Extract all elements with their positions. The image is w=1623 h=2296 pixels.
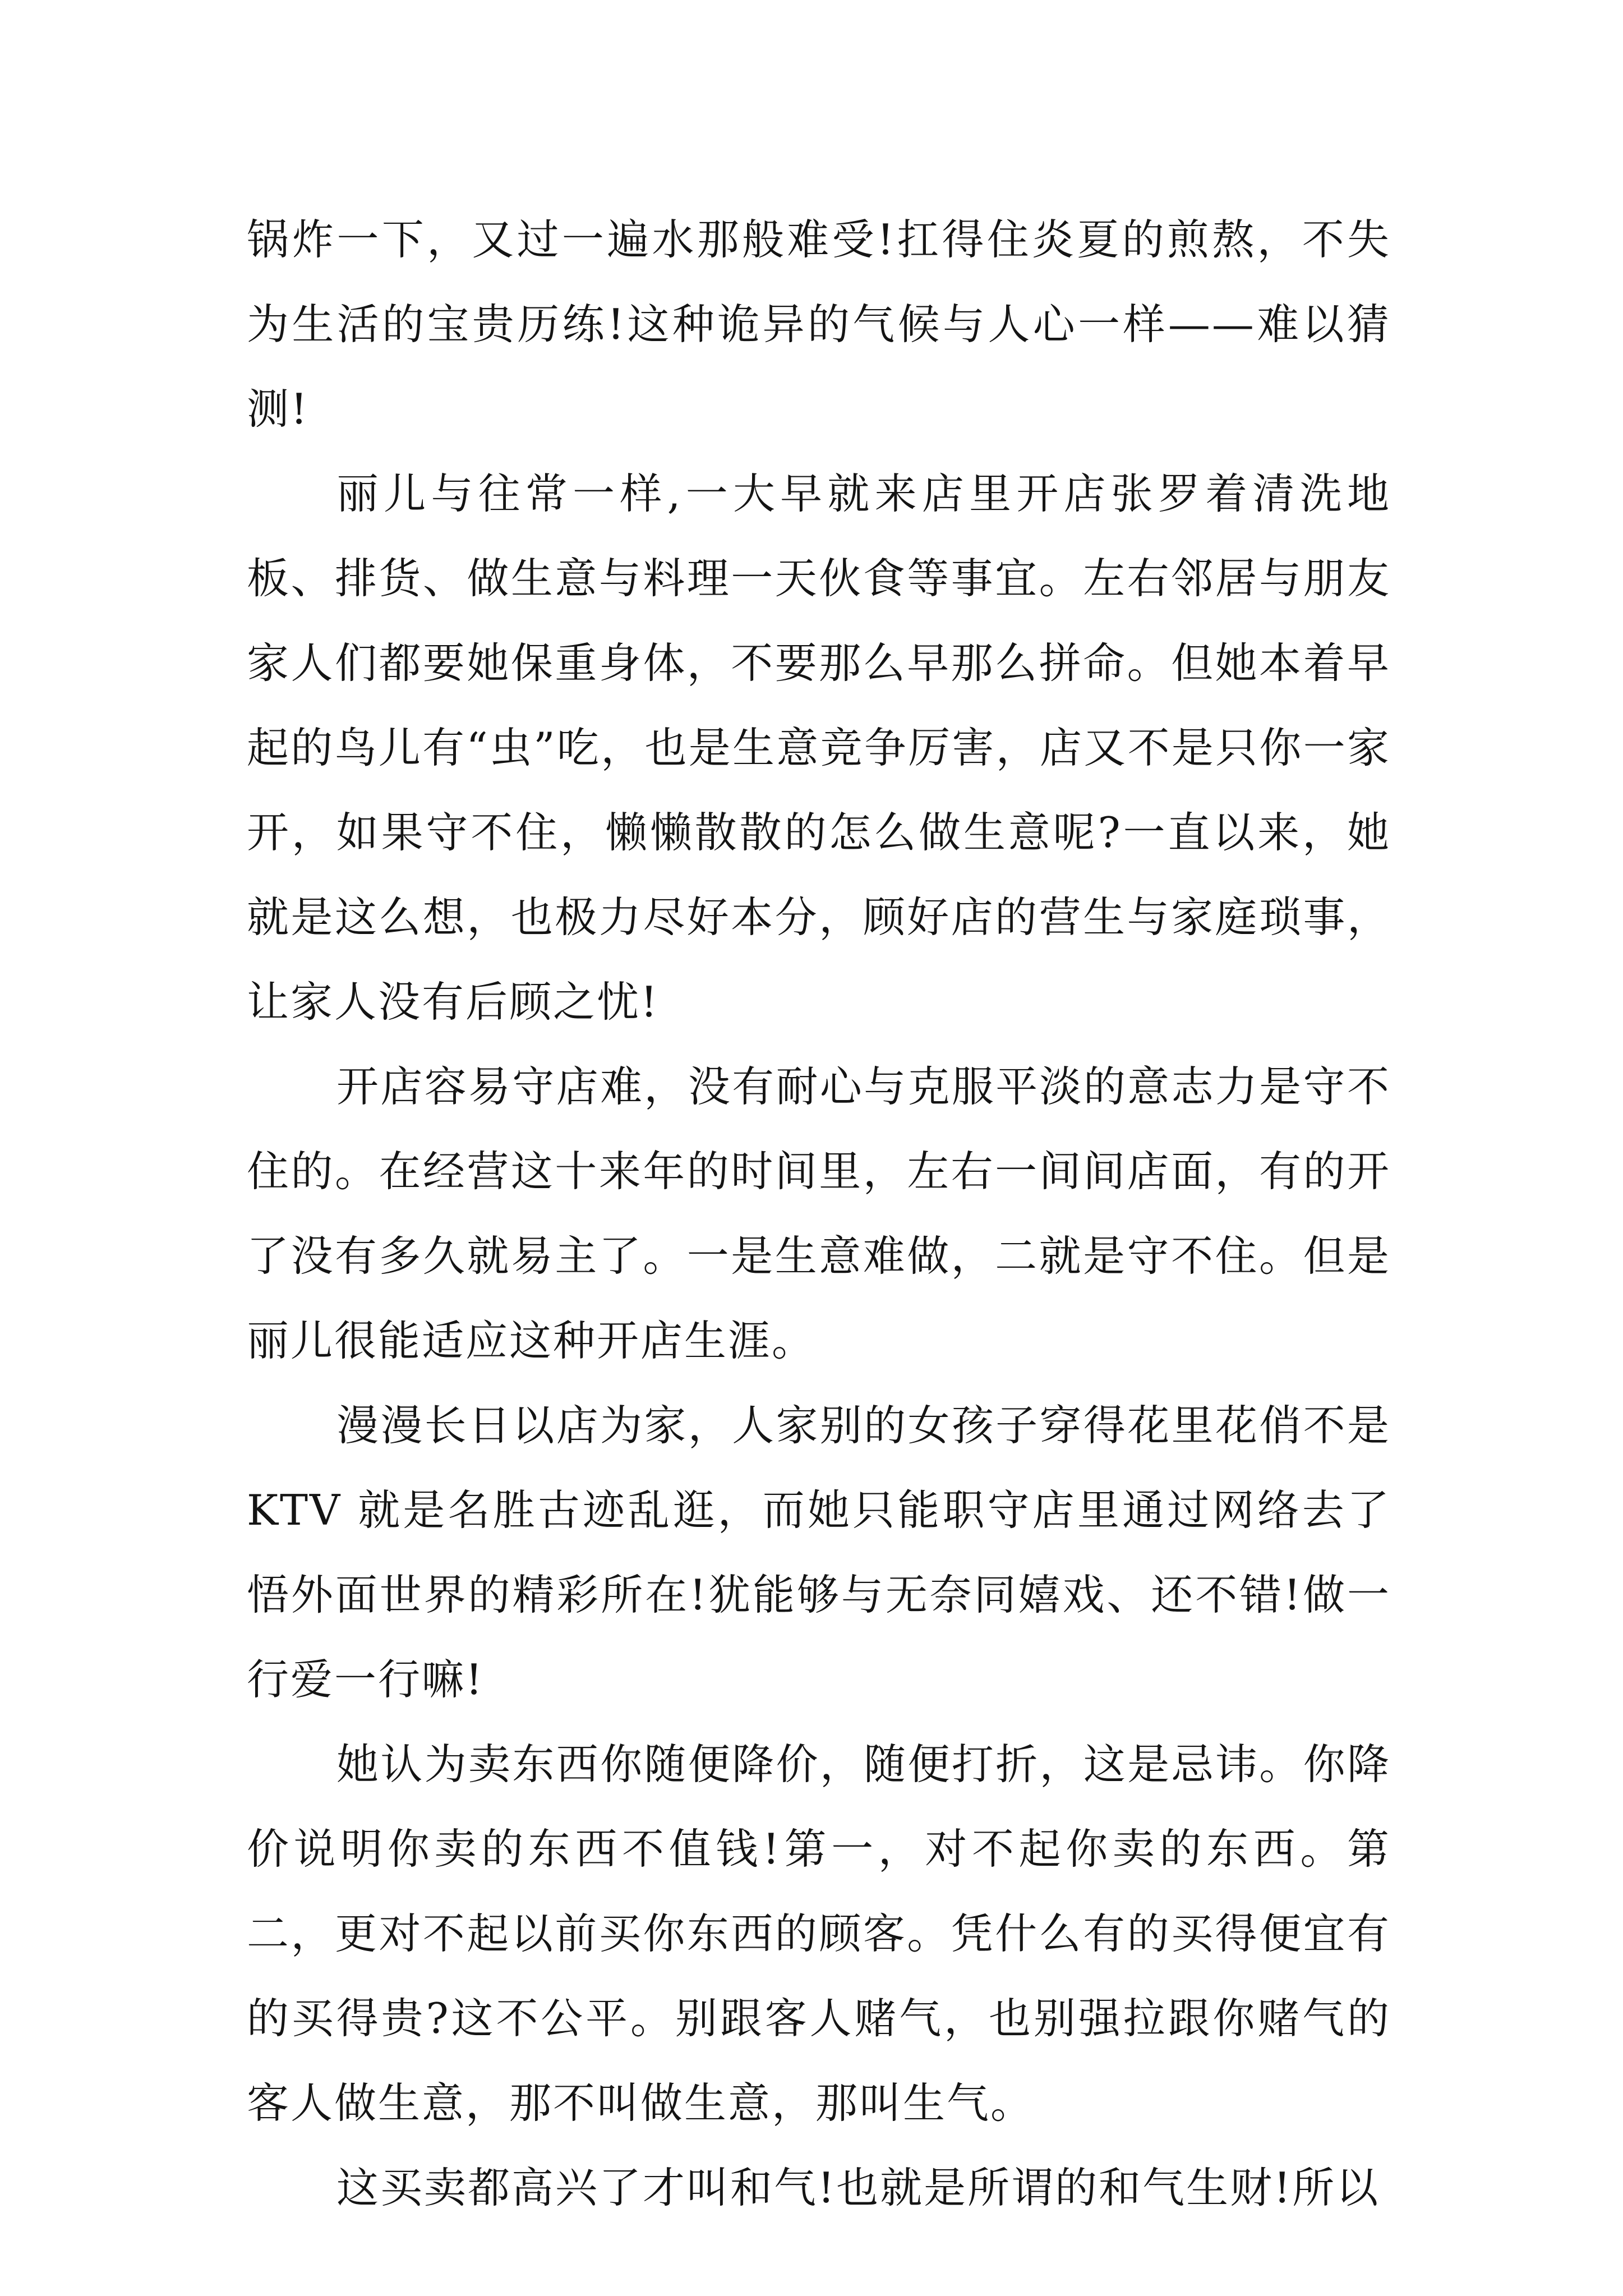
paragraph-2: 丽儿与往常一样,一大早就来店里开店张罗着清洗地板、排货、做生意与料理一天伙食等事宜。左右邻居与朋友家人们都要她保重身体，不要那么早那么拼命。但她本着早起的鸟儿有“虫”吃，也是生意竞争厉害，店又不是只你一家开，如果守不住，懒懒散散的怎么做生意呢?一直以来，她就是这么想，也极力尽好本分，顾好店的营生与家庭琐事，让家人没有后顾之忧!: [247, 469, 1391, 1027]
paragraph-3: 开店容易守店难，没有耐心与克服平淡的意志力是守不住的。在经营这十来年的时间里，左右一间间店面，有的开了没有多久就易主了。一是生意难做，二就是守不住。但是丽儿很能适应这种开店生涯。: [247, 1062, 1391, 1365]
paragraph-5: 她认为卖东西你随便降价，随便打折，这是忌讳。你降价说明你卖的东西不值钱!第一，对不起你卖的东西。第二，更对不起以前买你东西的顾客。凭什么有的买得便宜有的买得贵?这不公平。别跟客人赌气，也别强拉跟你赌气的客人做生意，那不叫做生意，那叫生气。: [247, 1740, 1391, 2128]
body-text: [247, 197, 1391, 2230]
paragraph-4: 漫漫长日以店为家，人家别的女孩子穿得花里花俏不是KTV 就是名胜古迹乱逛，而她只能职守店里通过网络去了悟外面世界的精彩所在!犹能够与无奈同嬉戏、还不错!做一行爱一行嘛!: [247, 1401, 1391, 1704]
paragraph-6: 这买卖都高兴了才叫和气!也就是所谓的和气生财!所以: [336, 2163, 1380, 2212]
paragraph-1: 锅炸一下，又过一遍水那般难受!扛得住炎夏的煎熬，不失为生活的宝贵历练!这种诡异的气候与人心一样——难以猜测!: [247, 215, 1391, 434]
